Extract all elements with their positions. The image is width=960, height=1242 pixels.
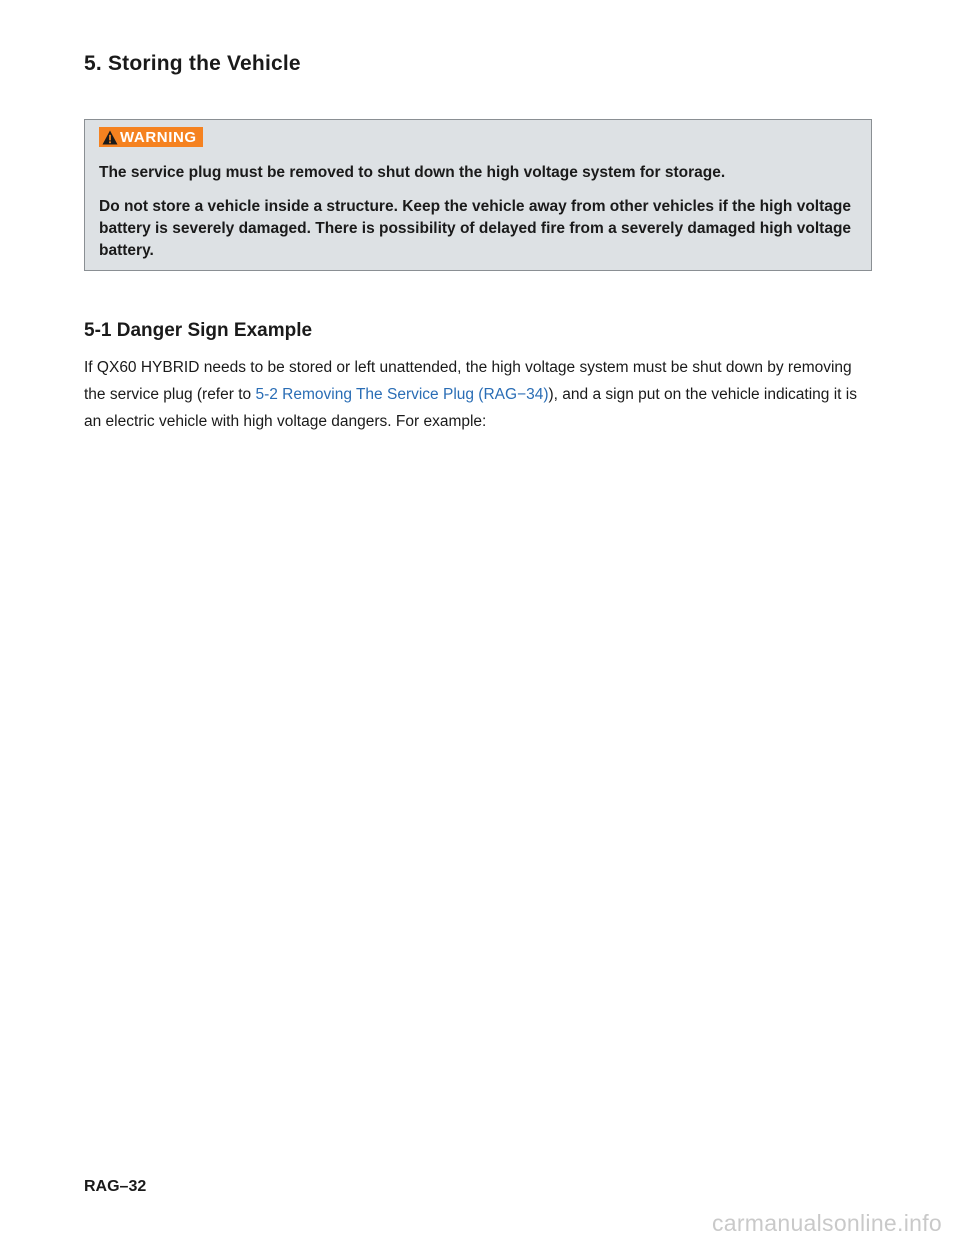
service-plug-link[interactable]: 5-2 Removing The Service Plug (RAG−34) xyxy=(255,386,549,403)
body-paragraph xyxy=(84,354,874,435)
body-text-after: ), and a sign put on the vehicle indicating it is an electric vehicle with high voltage dangers. For example: xyxy=(84,386,857,430)
subsection-title: 5-1 Danger Sign Example xyxy=(84,320,313,341)
watermark: carmanualsonline.info xyxy=(711,1210,942,1236)
warning-line-1: The service plug must be removed to shut down the high voltage system for storage. xyxy=(99,163,726,181)
warning-badge-label: WARNING xyxy=(120,128,197,146)
warning-badge xyxy=(99,127,203,147)
warning-line-2: Do not store a vehicle inside a structure. Keep the vehicle away from other vehicles if the high voltage battery is severely damaged. There is possibility of delayed fire from a severely damaged high voltage battery. xyxy=(99,197,852,259)
body-text-before: If QX60 HYBRID needs to be stored or left unattended, the high voltage system must be shut down by removing the service plug (refer to xyxy=(84,359,852,403)
warning-box xyxy=(84,119,872,271)
page-number: RAG–32 xyxy=(84,1178,147,1195)
warning-triangle-icon xyxy=(102,130,118,145)
section-title: 5. Storing the Vehicle xyxy=(84,52,301,75)
